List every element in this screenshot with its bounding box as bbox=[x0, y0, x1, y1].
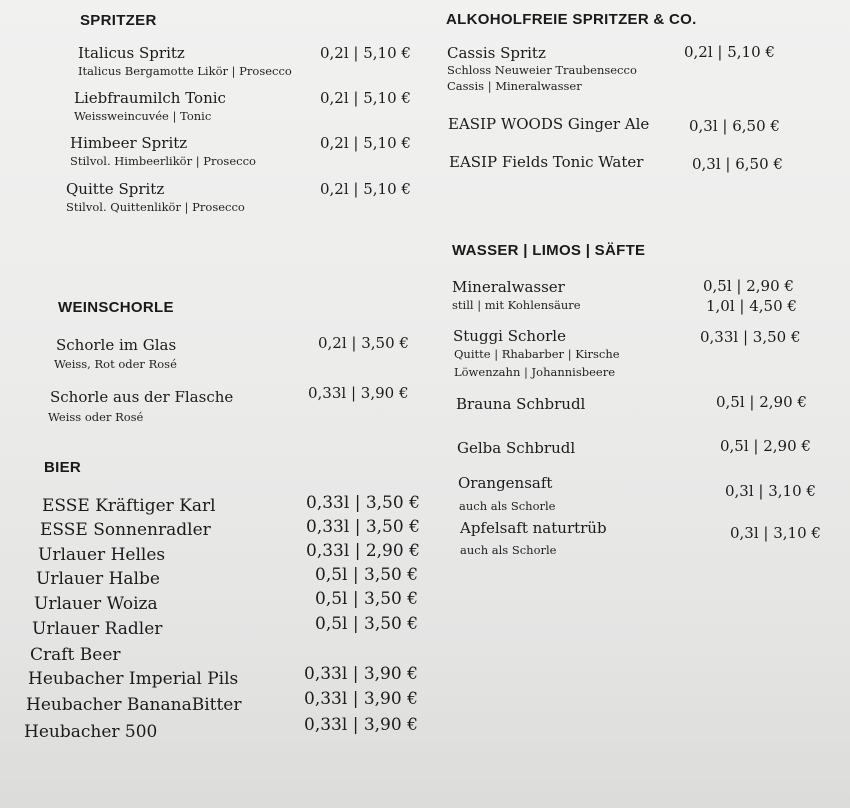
item-price: 0,5l | 3,50 € bbox=[315, 565, 419, 585]
item-name: Quitte Spritz bbox=[66, 180, 165, 198]
item-price: 0,2l | 5,10 € bbox=[320, 180, 411, 198]
item-price: 1,0l | 4,50 € bbox=[706, 297, 797, 315]
item-name: EASIP WOODS Ginger Ale bbox=[448, 115, 650, 133]
section-heading-spritzer: SPRITZER bbox=[80, 12, 157, 29]
item-price: 0,5l | 3,50 € bbox=[315, 589, 419, 609]
item-name: Schorle aus der Flasche bbox=[50, 388, 234, 406]
item-price: 0,33l | 3,90 € bbox=[304, 715, 418, 735]
item-description: Weiss oder Rosé bbox=[48, 410, 144, 424]
item-name: Gelba Schbrudl bbox=[457, 439, 576, 457]
item-price: 0,2l | 5,10 € bbox=[320, 89, 411, 107]
item-name: Liebfraumilch Tonic bbox=[74, 89, 226, 107]
item-price: 0,33l | 3,90 € bbox=[308, 384, 409, 402]
item-name: Urlauer Helles bbox=[38, 545, 166, 565]
item-name: Schorle im Glas bbox=[56, 336, 177, 354]
item-price: 0,2l | 5,10 € bbox=[320, 134, 411, 152]
item-name: Urlauer Radler bbox=[32, 619, 163, 639]
item-name: Brauna Schbrudl bbox=[456, 395, 586, 413]
item-name: Orangensaft bbox=[458, 474, 553, 492]
item-name: ESSE Sonnenradler bbox=[40, 520, 211, 540]
section-heading-alkoholfrei: ALKOHOLFREIE SPRITZER & CO. bbox=[446, 11, 697, 28]
item-price: 0,33l | 3,50 € bbox=[306, 517, 420, 537]
item-name: ESSE Kräftiger Karl bbox=[42, 496, 216, 516]
item-description: Quitte | Rhabarber | Kirsche bbox=[454, 347, 620, 361]
item-price: 0,2l | 5,10 € bbox=[320, 44, 411, 62]
item-price: 0,3l | 3,10 € bbox=[725, 482, 816, 500]
item-name: Apfelsaft naturtrüb bbox=[460, 519, 607, 537]
item-name: Stuggi Schorle bbox=[453, 327, 566, 345]
item-price: 0,33l | 3,90 € bbox=[304, 689, 418, 709]
item-description: Weissweincuvée | Tonic bbox=[74, 109, 212, 123]
item-description: Stilvol. Quittenlikör | Prosecco bbox=[66, 200, 245, 214]
item-price: 0,33l | 3,50 € bbox=[306, 493, 420, 513]
item-description: auch als Schorle bbox=[460, 543, 557, 557]
item-name: Italicus Spritz bbox=[78, 44, 185, 62]
item-price: 0,5l | 2,90 € bbox=[716, 393, 807, 411]
item-name: Urlauer Woiza bbox=[34, 594, 158, 614]
item-name: Heubacher 500 bbox=[24, 722, 158, 742]
item-name: Heubacher Imperial Pils bbox=[28, 669, 239, 689]
item-name: EASIP Fields Tonic Water bbox=[449, 153, 644, 171]
item-price: 0,2l | 3,50 € bbox=[318, 334, 409, 352]
item-price: 0,33l | 3,90 € bbox=[304, 664, 418, 684]
item-price: 0,5l | 2,90 € bbox=[720, 437, 811, 455]
item-description: Schloss Neuweier Traubensecco bbox=[447, 63, 637, 77]
item-description: Löwenzahn | Johannisbeere bbox=[454, 365, 615, 379]
item-price: 0,33l | 3,50 € bbox=[700, 328, 801, 346]
item-name: Himbeer Spritz bbox=[70, 134, 188, 152]
item-price: 0,33l | 2,90 € bbox=[306, 541, 420, 561]
item-name: Urlauer Halbe bbox=[36, 569, 160, 589]
item-description: Cassis | Mineralwasser bbox=[447, 79, 582, 93]
section-heading-wasser: WASSER | LIMOS | SÄFTE bbox=[452, 242, 646, 259]
item-description: still | mit Kohlensäure bbox=[452, 298, 581, 312]
section-heading-weinschorle: WEINSCHORLE bbox=[58, 299, 174, 316]
item-price: 0,3l | 3,10 € bbox=[730, 524, 821, 542]
item-description: auch als Schorle bbox=[459, 499, 556, 513]
item-name: Mineralwasser bbox=[452, 278, 565, 296]
item-name: Heubacher BananaBitter bbox=[26, 695, 242, 715]
item-description: Italicus Bergamotte Likör | Prosecco bbox=[78, 64, 292, 78]
item-price: 0,3l | 6,50 € bbox=[689, 117, 780, 135]
section-heading-bier: BIER bbox=[44, 459, 82, 476]
item-name: Craft Beer bbox=[30, 645, 121, 665]
item-name: Cassis Spritz bbox=[447, 44, 546, 62]
item-price: 0,5l | 3,50 € bbox=[315, 614, 419, 634]
item-price: 0,5l | 2,90 € bbox=[703, 277, 794, 295]
item-description: Weiss, Rot oder Rosé bbox=[54, 357, 177, 371]
item-price: 0,2l | 5,10 € bbox=[684, 43, 775, 61]
item-price: 0,3l | 6,50 € bbox=[692, 155, 783, 173]
item-description: Stilvol. Himbeerlikör | Prosecco bbox=[70, 154, 256, 168]
